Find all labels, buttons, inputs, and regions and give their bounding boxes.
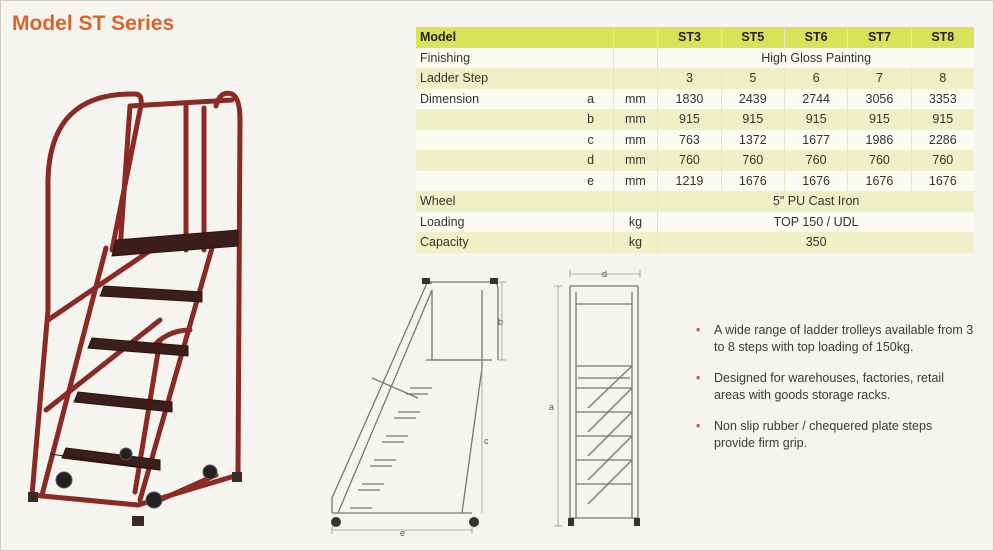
table-cell: 915	[784, 109, 847, 130]
capacity-row	[416, 232, 974, 253]
dimension-row-a	[416, 89, 974, 110]
table-cell: 2439	[721, 89, 784, 110]
model-st3: ST3	[658, 27, 721, 48]
bullet-icon: •	[696, 371, 701, 385]
dimension-sub-label: c	[569, 130, 614, 151]
finishing-label: Finishing	[416, 48, 569, 69]
table-cell: 3	[658, 68, 721, 89]
table-cell: 915	[911, 109, 974, 130]
table-cell: 5	[721, 68, 784, 89]
list-item	[694, 418, 974, 452]
table-cell: 1676	[911, 171, 974, 192]
table-cell: 8	[911, 68, 974, 89]
table-cell: 1676	[721, 171, 784, 192]
table-cell: 3056	[848, 89, 911, 110]
unit-cell: mm	[613, 130, 658, 151]
table-cell: 915	[848, 109, 911, 130]
model-st5: ST5	[721, 27, 784, 48]
table-cell: 1986	[848, 130, 911, 151]
bullet-icon: •	[696, 323, 701, 337]
unit-cell: mm	[613, 109, 658, 130]
ladder-front-diagram-icon	[548, 268, 658, 538]
dimension-sub-label: b	[569, 109, 614, 130]
feature-text: Designed for warehouses, factories, retail areas with goods storage racks.	[714, 371, 944, 402]
feature-text: Non slip rubber / chequered plate steps provide firm grip.	[714, 419, 933, 450]
ladder-step-label: Ladder Step	[416, 68, 569, 89]
table-cell: 1219	[658, 171, 721, 192]
loading-label: Loading	[416, 212, 569, 233]
table-cell: 760	[721, 150, 784, 171]
table-cell: 760	[848, 150, 911, 171]
unit-cell: mm	[613, 89, 658, 110]
table-cell: 6	[784, 68, 847, 89]
wheel-label: Wheel	[416, 191, 569, 212]
table-cell: 760	[911, 150, 974, 171]
dim-label-d: d	[602, 269, 608, 279]
page-title: Model ST Series	[12, 12, 175, 35]
ladder-step-row	[416, 68, 974, 89]
table-cell: 915	[658, 109, 721, 130]
dim-label-e: e	[400, 528, 406, 538]
dimension-row-e	[416, 171, 974, 192]
ladder-side-diagram-icon	[322, 268, 512, 538]
model-st6: ST6	[784, 27, 847, 48]
dim-label-b: b	[498, 317, 504, 327]
dim-label-c: c	[484, 436, 489, 446]
wheel-row	[416, 191, 974, 212]
loading-row	[416, 212, 974, 233]
dimension-sub-label: d	[569, 150, 614, 171]
table-cell: 2744	[784, 89, 847, 110]
table-cell: 760	[784, 150, 847, 171]
capacity-label: Capacity	[416, 232, 569, 253]
table-cell: 1676	[784, 171, 847, 192]
loading-unit: kg	[613, 212, 658, 233]
model-st7: ST7	[848, 27, 911, 48]
table-cell: 1372	[721, 130, 784, 151]
table-cell: 7	[848, 68, 911, 89]
dimension-row-b	[416, 109, 974, 130]
table-cell: 1677	[784, 130, 847, 151]
dimension-sub-label: a	[569, 89, 614, 110]
table-cell: 1676	[848, 171, 911, 192]
finishing-value: High Gloss Painting	[658, 48, 974, 69]
unit-cell: mm	[613, 171, 658, 192]
dimension-row-d	[416, 150, 974, 171]
finishing-row	[416, 48, 974, 69]
table-cell: 763	[658, 130, 721, 151]
loading-value: TOP 150 / UDL	[658, 212, 974, 233]
table-cell: 2286	[911, 130, 974, 151]
wheel-value: 5" PU Cast Iron	[658, 191, 974, 212]
list-item	[694, 370, 974, 404]
dimension-sub-label: e	[569, 171, 614, 192]
unit-cell: mm	[613, 150, 658, 171]
table-cell: 915	[721, 109, 784, 130]
dimension-row-c	[416, 130, 974, 151]
table-cell: 760	[658, 150, 721, 171]
dim-label-a: a	[549, 402, 555, 412]
dimension-label: Dimension	[416, 89, 569, 110]
table-cell: 1830	[658, 89, 721, 110]
ladder-trolley-photo-icon	[20, 80, 260, 535]
model-st8: ST8	[911, 27, 974, 48]
spec-table	[416, 27, 974, 253]
bullet-icon: •	[696, 419, 701, 433]
list-item	[694, 322, 974, 356]
feature-list	[694, 322, 974, 466]
capacity-unit: kg	[613, 232, 658, 253]
header-model-label: Model	[416, 27, 569, 48]
table-header-row	[416, 27, 974, 48]
table-cell: 3353	[911, 89, 974, 110]
feature-text: A wide range of ladder trolleys available from 3 to 8 steps with top loading of 150kg.	[714, 323, 974, 354]
capacity-value: 350	[658, 232, 974, 253]
